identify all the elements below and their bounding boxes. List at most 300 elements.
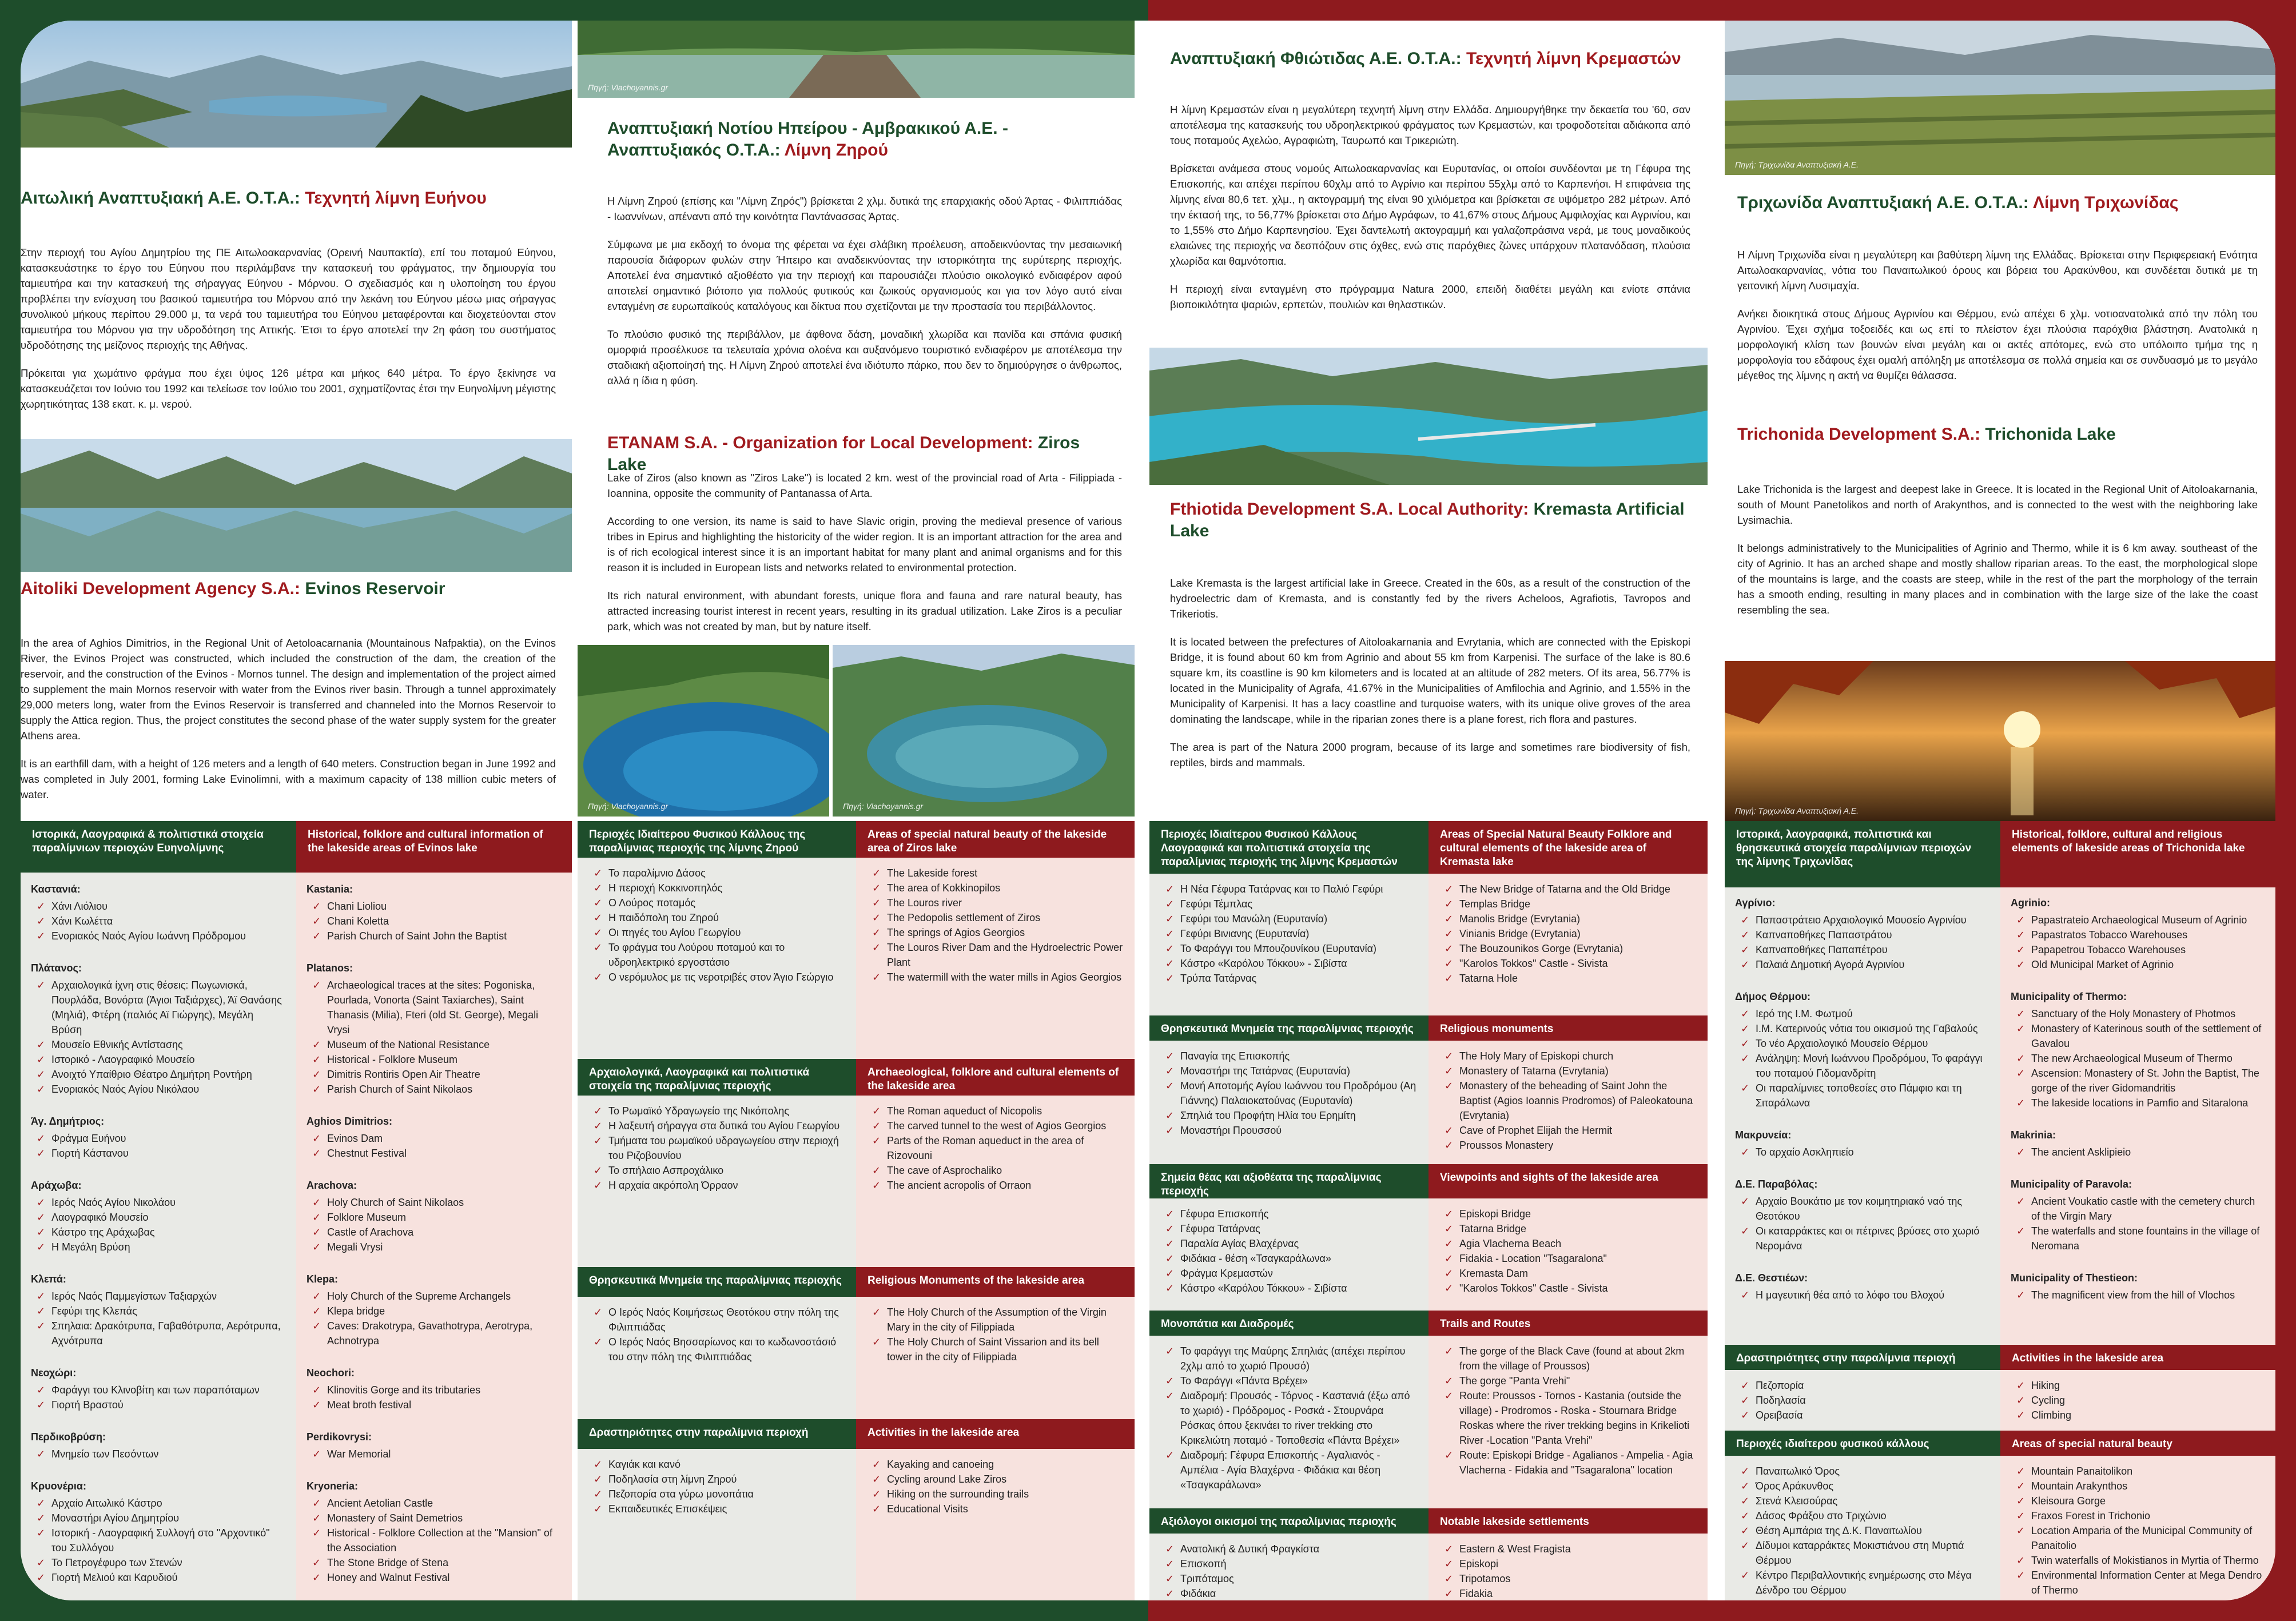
trichonida-gr-paragraph-1: Η Λίμνη Τριχωνίδα είναι η μεγαλύτερη και βαθύτερη λίμνη της Ελλάδας. Βρίσκεται στην Περιφερειακή Ενότητα Αιτωλοακαρνανίας, νότια του Παναιτωλικού όρους και βόρεια του Αρακύνθου, και συνδέεται δυτικά με τη γειτονική λίμνη Λυσιμαχία.	[1737, 249, 2258, 292]
list-group	[1439, 1542, 1697, 1600]
list-item: ✓ Ο νερόμυλος με τις νεροτριβές στον Άγιο Γεώργιο	[588, 970, 846, 985]
section-header: Activities in the lakeside area	[856, 1419, 1135, 1449]
list-item: ✓ The carved tunnel to the west of Agios Georgios	[866, 1118, 1124, 1133]
list-item: ✓ The gorge "Panta Vrehi"	[1439, 1373, 1697, 1388]
list-group	[1735, 1145, 1990, 1160]
list-item: ✓ Chani Koletta	[307, 914, 562, 929]
list-item: ✓ Chani Lioliou	[307, 899, 562, 914]
list-item: ✓ Monastery of Saint Demetrios	[307, 1511, 562, 1526]
list-item: ✓ Οι παραλίμνιες τοποθεσίες στο Πάμφιο και τη Σιταράλωνα	[1735, 1081, 1990, 1110]
list-item: ✓ Ο Ιερός Ναός Κοιμήσεως Θεοτόκου στην πόλη της Φιλιππιάδας	[588, 1305, 846, 1335]
list-group-title: Makrinia:	[2011, 1129, 2056, 1141]
list-group	[307, 1289, 562, 1348]
list-item: ✓ The magnificent view from the hill of Vlochos	[2011, 1288, 2265, 1303]
evinos-en-list	[296, 882, 572, 1600]
list-item: ✓ The waterfalls and stone fountains in the village of Neromana	[2011, 1224, 2265, 1253]
ziros-en-paragraph-2: According to one version, its name is said to have Slavic origin, proving the medieval presence of various tribes in Epirus and highlighting the historicity of the wider region. It is an important attraction for the area and is of rich ecological interest since it is an important habitat for many plant and animal organisms and for this reason it is included in European lists and networks related to environmental protection.	[607, 515, 1122, 573]
section-header: Δραστηριότητες στην παραλίμνια περιοχή	[578, 1419, 856, 1449]
list-item: ✓ Tatarna Hole	[1439, 971, 1697, 986]
section-list	[1149, 882, 1428, 1003]
evinos-photo-mountains	[21, 21, 572, 148]
kremasta-en-title-org: Fthiotida Development S.A. Local Authority:	[1170, 500, 1529, 519]
evinos-gr-paragraph-1: Στην περιοχή του Αγίου Δημητρίου της ΠΕ Αιτωλοακαρνανίας (Ορεινή Ναυπακτία), επί του ποταμού Εύηνου, κατασκευάστηκε το έργο του Εύηνου που περιλάμβανε την κατασκευή του φράγματος, την δημιουργία του ταμιευτήρα και την κατασκευή της σήραγγας Εύηνου - Μόρνου. Ο σχεδιασμός και η υλοποίηση του έργου προβλέπει την ενίσχυση του βασικού ταμιευτήρα του Μόρνου από την λεκάνη του Εύηνου μέσω μιας σήραγγας συνολικού μήκους περίπου 29.000 μ, τα νερά του ταμιευτήρα του Εύηνου μεταφέρονται και διοχετεύονται στον ταμιευτήρα του Μόρνου για την υδροδότηση της Αττικής. Έτσι το έργο αποτελεί την 2η φάση του συστήματος υδροδότησης της μείζονος περιοχής της Αθήνας.	[21, 246, 556, 351]
trichonida-photo-lake	[1725, 21, 2275, 175]
list-item: ✓ "Karolos Tokkos" Castle - Sivista	[1439, 956, 1697, 971]
list-item: ✓ War Memorial	[307, 1447, 562, 1461]
section-list	[1428, 1542, 1708, 1600]
trichonida-gr-table	[1725, 821, 2000, 1600]
list-item: ✓ Τμήματα του ρωμαϊκού υδραγωγείου στην περιοχή του Ριζοβουνίου	[588, 1133, 846, 1163]
list-item: ✓ Γέφυρα Επισκοπής	[1160, 1206, 1418, 1221]
list-item: ✓ Ancient Aetolian Castle	[307, 1496, 562, 1511]
list-item: ✓ Templas Bridge	[1439, 897, 1697, 911]
evinos-en-title-lake: Evinos Reservoir	[305, 579, 445, 598]
kremasta-en-paragraph-3: The area is part of the Natura 2000 program, because of its large and sometimes rare biodiversity of fish, reptiles, birds and mammals.	[1170, 741, 1690, 768]
trichonida-gr-title-org: Τριχωνίδα Αναπτυξιακή Α.Ε. Ο.Τ.Α.:	[1737, 193, 2029, 212]
list-item: ✓ Οι πηγές του Αγίου Γεωργίου	[588, 925, 846, 940]
list-item: ✓ Ενοριακός Ναός Αγίου Νικόλαου	[31, 1082, 286, 1097]
section-header: Περιοχές ιδιαίτερου φυσικού κάλλους	[1725, 1431, 2000, 1456]
list-item: ✓ Tripotamos	[1439, 1571, 1697, 1586]
list-item: ✓ Ιστορική - Λαογραφική Συλλογή στο "Αρχοντικό" του Συλλόγου	[31, 1526, 286, 1555]
section-list	[856, 1104, 1135, 1210]
list-item: ✓ Το Πετρογέφυρο των Στενών	[31, 1555, 286, 1570]
kremasta-gr-paragraph-1: Η λίμνη Κρεμαστών είναι η μεγαλύτερη τεχνητή λίμνη στην Ελλάδα. Δημιουργήθηκε την δεκαετία του '60, σαν αποτέλεσμα της κατασκευής του υδροηλεκτρικού φράγματος των Κρεμαστών, και τροφοδοτείται αδιάκοπα από τους ποταμούς Αχελώο, Αγραφιώτη, Ταυρωπό και Τρικεριώτη.	[1170, 103, 1690, 146]
list-item: ✓ Καγιάκ και κανό	[588, 1457, 846, 1472]
ziros-gr-text	[607, 193, 1122, 401]
list-item: ✓ Klepa bridge	[307, 1304, 562, 1319]
brochure-spread	[21, 21, 2275, 1600]
list-item: ✓ The lakeside locations in Pamfio and Sitaralona	[2011, 1096, 2265, 1110]
ziros-en-text	[607, 470, 1122, 647]
list-item: ✓ Τριπόταμος	[1160, 1571, 1418, 1586]
list-group	[31, 1195, 286, 1254]
kremasta-gr-text	[1170, 102, 1690, 325]
trichonida-column	[1725, 21, 2275, 1600]
list-item: ✓ Μνημείο των Πεσόντων	[31, 1447, 286, 1461]
section-list	[1428, 1344, 1708, 1495]
list-item: ✓ Η αρχαία ακρόπολη Όρραον	[588, 1178, 846, 1193]
list-item: ✓ Ιερός Ναός Παμμεγίστων Ταξιαρχών	[31, 1289, 286, 1304]
list-item: ✓ Route: Episkopi Bridge - Agalianos - Ampelia - Agia Vlacherna - Fidakia and "Tsagaralona" location	[1439, 1448, 1697, 1477]
list-group	[2011, 1464, 2265, 1598]
list-group-title: Πλάτανος:	[31, 962, 82, 974]
trichonida-en-title-org: Trichonida Development S.A.:	[1737, 425, 1981, 444]
list-group	[1735, 1378, 1990, 1423]
list-item: ✓ Παλαιά Δημοτική Αγορά Αγρινίου	[1735, 957, 1990, 972]
list-item: ✓ Ορειβασία	[1735, 1408, 1990, 1423]
list-group	[307, 1131, 562, 1161]
section-header: Περιοχές Ιδιαίτερου Φυσικού Κάλλους Λαογραφικά και πολιτιστικά στοιχεία της παραλίμνιας περιοχής της λίμνης Κρεμαστών	[1149, 821, 1428, 874]
list-item: ✓ Klinovitis Gorge and its tributaries	[307, 1383, 562, 1397]
list-group	[31, 1289, 286, 1348]
list-item: ✓ The Louros river	[866, 895, 1124, 910]
list-item: ✓ Θέση Αμπάρια της Δ.Κ. Παναιτωλίου	[1735, 1523, 1990, 1538]
list-item: ✓ Monastery of Tatarna (Evrytania)	[1439, 1064, 1697, 1078]
trichonida-gr-list	[1725, 895, 2000, 1320]
list-item: ✓ Historical - Folklore Collection at the "Mansion" of the Association	[307, 1526, 562, 1555]
list-group	[1439, 1344, 1697, 1477]
list-item: ✓ Πεζοπορία	[1735, 1378, 1990, 1393]
list-item: ✓ Αρχαίο Αιτωλικό Κάστρο	[31, 1496, 286, 1511]
trichonida-photo-bottom-caption: Πηγή: Τριχωνίδα Αναπτυξιακή Α.Ε.	[1735, 806, 1859, 815]
list-item: ✓ The ancient acropolis of Orraon	[866, 1178, 1124, 1193]
list-item: ✓ "Karolos Tokkos" Castle - Sivista	[1439, 1281, 1697, 1296]
list-item: ✓ Papastratos Tobacco Warehouses	[2011, 927, 2265, 942]
trichonida-en-title-lake: Trichonida Lake	[1985, 425, 2116, 444]
section-list	[1428, 1206, 1708, 1313]
list-item: ✓ Διαδρομή: Γέφυρα Επισκοπής - Αγαλιανός - Αμπέλια - Αγία Βλαχέρνα - Φιδάκια και θέση «Τσαγκαράλωνα»	[1160, 1448, 1418, 1492]
kremasta-photo-bridge	[1149, 348, 1708, 485]
list-item: ✓ The Louros River Dam and the Hydroelectric Power Plant	[866, 940, 1124, 970]
list-group-title: Arachova:	[307, 1180, 357, 1191]
list-group	[588, 1305, 846, 1364]
evinos-gr-paragraph-2: Πρόκειται για χωμάτινο φράγμα που έχει ύψος 126 μέτρα και μήκος 640 μέτρα. Το έργο ξεκίνησε να κατασκευάζεται τον Ιούνιο του 1992 και τελείωσε τον Ιούλιο του 2001, σχηματίζοντας έτσι την Ευηνολίμνη μέγιστης χωρητικότητας 138 εκατ. κ. μ. νερού.	[21, 367, 556, 410]
list-item: ✓ Το παραλίμνιο Δάσος	[588, 866, 846, 881]
list-group	[866, 866, 1124, 985]
list-item: ✓ Μοναστήρι Προυσσού	[1160, 1123, 1418, 1138]
list-item: ✓ Fidakia - Location "Tsagaralona"	[1439, 1251, 1697, 1266]
section-list	[578, 1104, 856, 1210]
list-item: ✓ Καπναποθήκες Παπαστράτου	[1735, 927, 1990, 942]
list-group-title: Municipality of Paravola:	[2011, 1178, 2132, 1190]
list-item: ✓ Κάστρο «Καρόλου Τόκκου» - Σιβίστα	[1160, 956, 1418, 971]
list-item: ✓ Castle of Arachova	[307, 1225, 562, 1240]
list-item: ✓ Φράγμα Ευήνου	[31, 1131, 286, 1146]
evinos-gr-list	[21, 882, 296, 1600]
section-list	[1428, 1049, 1708, 1170]
list-item: ✓ Μονή Αποτομής Αγίου Ιωάννου του Προδρόμου (Αη Γιάννης) Παλαιοκατούνας (Ευρυτανία)	[1160, 1078, 1418, 1108]
ziros-en-title-org: ETANAM S.A. - Organization for Local Development:	[607, 433, 1033, 452]
ziros-gr-paragraph-1: Η Λίμνη Ζηρού (επίσης και "Λίμνη Ζηρός") βρίσκεται 2 χλμ. δυτικά της επαρχιακής οδού Άρτας - Φιλιππιάδας - Ιωαννίνων, απέναντι από την κοινότητα Παντάνασσας Άρτας.	[607, 195, 1122, 222]
list-group	[2011, 913, 2265, 972]
trichonida-en-title	[1737, 424, 2263, 445]
ziros-photo-aerial	[833, 645, 1135, 817]
list-group	[1735, 1006, 1990, 1110]
list-item: ✓ Γεφύρι του Μανώλη (Ευρυτανία)	[1160, 911, 1418, 926]
section-list	[578, 866, 856, 1002]
list-item: ✓ Fraxos Forest in Trichonio	[2011, 1508, 2265, 1523]
list-item: ✓ Episkopi Bridge	[1439, 1206, 1697, 1221]
list-item: ✓ Proussos Monastery	[1439, 1138, 1697, 1153]
list-item: ✓ Φαράγγι του Κλινοβίτη και των παραπόταμων	[31, 1383, 286, 1397]
evinos-photo-reservoir	[21, 439, 572, 572]
trichonida-en-table	[2000, 821, 2275, 1600]
list-item: ✓ Ενοριακός Ναός Αγίου Ιωάννη Πρόδρομου	[31, 929, 286, 943]
list-item: ✓ The Roman aqueduct of Nicopolis	[866, 1104, 1124, 1118]
list-group-title: Platanos:	[307, 962, 353, 974]
evinos-gr-table	[21, 821, 296, 1600]
list-group-title: Klepa:	[307, 1273, 339, 1285]
list-item: ✓ Dimitris Rontiris Open Air Theatre	[307, 1067, 562, 1082]
ziros-gr-title-org: Αναπτυξιακή Νοτίου Ηπείρου - Αμβρακικού Α.Ε. - Αναπτυξιακός Ο.Τ.Α.:	[607, 119, 1008, 160]
section-list	[856, 1457, 1135, 1534]
list-item: ✓ Η περιοχή Κοκκινοπηλός	[588, 881, 846, 895]
list-group-title: Μακρυνεία:	[1735, 1129, 1792, 1141]
list-item: ✓ Location Amparia of the Municipal Community of Panaitolio	[2011, 1523, 2265, 1553]
list-item: ✓ Χάνι Κωλέττα	[31, 914, 286, 929]
list-item: ✓ Ιερός Ναός Αγίου Νικολάου	[31, 1195, 286, 1210]
list-item: ✓ Γεφύρι Τέμπλας	[1160, 897, 1418, 911]
list-item: ✓ Agia Vlacherna Beach	[1439, 1236, 1697, 1251]
ziros-gr-title-lake: Λίμνη Ζηρού	[784, 141, 888, 160]
list-item: ✓ Λαογραφικό Μουσείο	[31, 1210, 286, 1225]
list-item: ✓ Ancient Voukatio castle with the cemetery church of the Virgin Mary	[2011, 1194, 2265, 1224]
list-group-title: Agrinio:	[2011, 897, 2050, 909]
section-header: Areas of special natural beauty of the lakeside area of Ziros lake	[856, 821, 1135, 858]
list-item: ✓ Παραλία Αγίας Βλαχέρνας	[1160, 1236, 1418, 1251]
list-item: ✓ Γιορτή Μελιού και Καρυδιού	[31, 1570, 286, 1585]
list-item: ✓ Αρχαιολογικά ίχνη στις θέσεις: Πωγωνισκά, Πουρλάδα, Βονόρτα (Άγιοι Ταξιάρχες), Άϊ Θανάσης (Μηλιά), Φτέρη (παλιός Αϊ Γιώργης), Μεγάλη Βρύση	[31, 978, 286, 1037]
list-item: ✓ Οι καταρράκτες και οι πέτρινες βρύσες στο χωριό Νερομάνα	[1735, 1224, 1990, 1253]
list-item: ✓ Climbing	[2011, 1408, 2265, 1423]
section-header: Δραστηριότητες στην παραλίμνια περιοχή	[1725, 1345, 2000, 1370]
list-item: ✓ The watermill with the water mills in Agios Georgios	[866, 970, 1124, 985]
list-group	[31, 1496, 286, 1585]
list-item: ✓ Eastern & West Fragista	[1439, 1542, 1697, 1556]
list-group	[866, 1104, 1124, 1193]
list-group	[2011, 1006, 2265, 1110]
evinos-en-table-header: Historical, folklore and cultural information of the lakeside areas of Evinos lake	[296, 821, 572, 873]
list-item: ✓ Ποδηλασία	[1735, 1393, 1990, 1408]
evinos-gr-title-lake: Τεχνητή λίμνη Ευήνου	[305, 189, 487, 208]
list-group-title: Περδικοβρύση:	[31, 1431, 106, 1443]
list-group	[31, 978, 286, 1097]
list-item: ✓ Γιορτή Βραστού	[31, 1397, 286, 1412]
list-item: ✓ Φιδάκια	[1160, 1586, 1418, 1600]
list-item: ✓ Evinos Dam	[307, 1131, 562, 1146]
ziros-photo-blue-lake	[578, 645, 829, 817]
list-group	[307, 1447, 562, 1461]
list-group	[307, 978, 562, 1097]
section-header: Archaeological, folklore and cultural elements of the lakeside area	[856, 1059, 1135, 1096]
list-item: ✓ The Stone Bridge of Stena	[307, 1555, 562, 1570]
trichonida-gr-title	[1737, 192, 2263, 214]
list-group-title: Kryoneria:	[307, 1480, 359, 1492]
list-item: ✓ Hiking on the surrounding trails	[866, 1487, 1124, 1501]
list-group	[31, 899, 286, 943]
list-item: ✓ Μοναστήρι Αγίου Δημητρίου	[31, 1511, 286, 1526]
list-group	[1160, 882, 1418, 986]
list-group-title: Perdikovrysi:	[307, 1431, 372, 1443]
list-group-title: Κλεπά:	[31, 1273, 66, 1285]
kremasta-gr-paragraph-2: Βρίσκεται ανάμεσα στους νομούς Αιτωλοακαρνανίας και Ευρυτανίας, οι οποίοι συνδέονται με τη Γέφυρα της Επισκοπής, και απέχει περίπου 60χλμ από το Αγρίνιο και περίπου 55χλμ από το Καρπενήσι. Η επιφάνεια της λίμνης είναι 80,6 τετ. χλμ., η ακτογραμμή της είναι 90 χιλιόμετρα και βρίσκεται σε υψόμετρο 282 μέτρων. Από την έκτασή της, το 56,77% βρίσκεται στο Δήμο Αγράφων, το 41,67% στους Δήμους Αμφιλοχίας και Αγρινίου, και το 1,55% στο Δήμο Καρπενησίου. Έχει δαντελωτή ακτογραμμή και γαλαζοπράσινα νερά, με τους μοναδικούς ελαιώνες της περιοχής να δεσπόζουν στις όχθες, ενώ στις παρόχθιες ζώνες υπάρχουν πλατανόδαση, πλούσια χλωρίδα και θαμνότοπια.	[1170, 162, 1690, 267]
trichonida-gr-table-header: Ιστορικά, λαογραφικά, πολιτιστικά και θρησκευτικά στοιχεία παραλίμνιων περιοχών της λίμνης Τριχωνίδας	[1725, 821, 2000, 887]
list-group	[1439, 882, 1697, 986]
list-item: ✓ Σπηλαια: Δρακότρυπα, Γαβαθότρυπα, Αερότρυπα, Αχνότρυπα	[31, 1319, 286, 1348]
list-item: ✓ Διαδρομή: Προυσός - Τόρνος - Καστανιά (έξω από το χωριό) - Πρόδρομος - Ροσκά - Στουρνάρα Ρόσκας όπου ξεκινάει το river trekking στο Κρικελιώτη ποταμό - Τοποθεσία «Πάντα Βρέχει»	[1160, 1388, 1418, 1448]
list-item: ✓ Ι.Μ. Κατερινούς νότια του οικισμού της Γαβαλούς	[1735, 1021, 1990, 1036]
trichonida-photo-sunset	[1725, 661, 2275, 821]
ziros-gr-table	[578, 821, 856, 1600]
list-item: ✓ Το φαράγγι της Μαύρης Σπηλιάς (απέχει περίπου 2χλμ από το χωριό Προυσό)	[1160, 1344, 1418, 1373]
list-item: ✓ Cycling around Lake Ziros	[866, 1472, 1124, 1487]
list-group	[31, 1131, 286, 1161]
list-item: ✓ Papapetrou Tobacco Warehouses	[2011, 942, 2265, 957]
list-item: ✓ Ποδηλασία στη λίμνη Ζηρού	[588, 1472, 846, 1487]
list-item: ✓ Η παιδόπολη του Ζηρού	[588, 910, 846, 925]
list-item: ✓ Honey and Walnut Festival	[307, 1570, 562, 1585]
list-item: ✓ Η Μεγάλη Βρύση	[31, 1240, 286, 1254]
list-item: ✓ Ο Ιερός Ναός Βησσαρίωνος και το κωδωνοστάσιό του στην πόλη της Φιλιππιάδας	[588, 1335, 846, 1364]
trichonida-en-list	[2000, 895, 2275, 1320]
list-item: ✓ Το αρχαίο Ασκληπιείο	[1735, 1145, 1990, 1160]
list-item: ✓ Parts of the Roman aqueduct in the area of Rizovouni	[866, 1133, 1124, 1163]
list-group-title: Municipality of Thermo:	[2011, 991, 2127, 1002]
section-header: Religious monuments	[1428, 1015, 1708, 1041]
section-header: Θρησκευτικά Μνημεία της παραλίμνιας περιοχής	[578, 1267, 856, 1297]
trichonida-photo-top-caption: Πηγή: Τριχωνίδα Αναπτυξιακή Α.Ε.	[1735, 160, 1859, 169]
trichonida-en-paragraph-2: It belongs administratively to the Municipalities of Agrinio and Thermo, while it is 6 km away. southeast of the city of Agrinio. It has an arched shape and mostly shallow riparian areas. To the east, the morphological slope of the mountains is large, and the coasts are steep, while in the rest of the part the morphology of the terrain has a smooth ending, resulting in many places and in combination with the large size of the lake the coast resembling the sea.	[1737, 542, 2258, 616]
evinos-en-title	[21, 578, 558, 600]
list-item: ✓ Η Νέα Γέφυρα Τατάρνας και το Παλιό Γεφύρι	[1160, 882, 1418, 897]
ziros-photo-pier	[578, 21, 1135, 98]
list-group	[1735, 1288, 1990, 1303]
list-item: ✓ Ιστορικό - Λαογραφικό Μουσείο	[31, 1052, 286, 1067]
list-item: ✓ Χάνι Λιόλιου	[31, 899, 286, 914]
list-item: ✓ Ιερό της Ι.Μ. Φωτμού	[1735, 1006, 1990, 1021]
list-item: ✓ Ανατολική & Δυτική Φραγκίστα	[1160, 1542, 1418, 1556]
list-item: ✓ The Holy Church of the Assumption of the Virgin Mary in the city of Filippiada	[866, 1305, 1124, 1335]
list-item: ✓ Kleisoura Gorge	[2011, 1493, 2265, 1508]
section-header: Areas of special natural beauty	[2000, 1431, 2275, 1456]
list-item: ✓ Σπηλιά του Προφήτη Ηλία του Ερημίτη	[1160, 1108, 1418, 1123]
list-item: ✓ Παναιτωλικό Όρος	[1735, 1464, 1990, 1479]
evinos-info-table	[21, 821, 572, 1600]
list-item: ✓ Το Φαράγγι «Πάντα Βρέχει»	[1160, 1373, 1418, 1388]
list-item: ✓ Old Municipal Market of Agrinio	[2011, 957, 2265, 972]
list-item: ✓ Meat broth festival	[307, 1397, 562, 1412]
list-group	[31, 1447, 286, 1461]
list-item: ✓ Chestnut Festival	[307, 1146, 562, 1161]
kremasta-en-title-lake: Kremasta Artificial Lake	[1170, 500, 1685, 540]
section-list	[856, 866, 1135, 1002]
kremasta-gr-table	[1149, 821, 1428, 1600]
kremasta-column	[1149, 21, 1708, 1600]
evinos-gr-title	[21, 188, 558, 209]
list-item: ✓ Γέφυρα Τατάρνας	[1160, 1221, 1418, 1236]
list-group	[2011, 1288, 2265, 1303]
list-item: ✓ Επισκοπή	[1160, 1556, 1418, 1571]
list-item: ✓ Vinianis Bridge (Evrytania)	[1439, 926, 1697, 941]
list-item: ✓ Fidakia	[1439, 1586, 1697, 1600]
section-header: Αρχαιολογικά, Λαογραφικά και πολιτιστικά στοιχεία της παραλίμνιας περιοχής	[578, 1059, 856, 1096]
list-item: ✓ Όρος Αράκυνθος	[1735, 1479, 1990, 1493]
list-item: ✓ Στενά Κλεισούρας	[1735, 1493, 1990, 1508]
list-group-title: Αγρίνιο:	[1735, 897, 1776, 909]
section-list	[1149, 1049, 1428, 1155]
list-item: ✓ Parish Church of Saint Nikolaos	[307, 1082, 562, 1097]
section-list	[856, 1305, 1135, 1381]
list-item: ✓ The area of Kokkinopilos	[866, 881, 1124, 895]
list-group	[1160, 1542, 1418, 1600]
section-list	[2000, 1464, 2275, 1600]
trichonida-en-paragraph-1: Lake Trichonida is the largest and deepest lake in Greece. It is located in the Regional Unit of Aitoloakarnania, south of Mount Panetolikos and north of Arakynthos, and is connected to the west with the neighboring lake Lysimachia.	[1737, 483, 2258, 526]
list-item: ✓ Ανοιχτό Υπαίθριο Θέατρο Δημήτρη Ροντήρη	[31, 1067, 286, 1082]
list-item: ✓ Το Φαράγγι του Μπουζουνίκου (Ευρυτανία)	[1160, 941, 1418, 956]
list-item: ✓ Mountain Arakynthos	[2011, 1479, 2265, 1493]
list-item: ✓ Το νέο Αρχαιολογικό Μουσείο Θέρμου	[1735, 1036, 1990, 1051]
section-list	[1725, 1464, 2000, 1600]
ziros-gr-title	[607, 118, 1122, 161]
kremasta-gr-paragraph-3: Η περιοχή είναι ενταγμένη στο πρόγραμμα Natura 2000, επειδή διαθέτει μεγάλη και ενίοτε σπάνια βιοποικιλότητα ψαριών, ερπετών, πουλιών και θηλαστικών.	[1170, 283, 1690, 310]
ziros-photo-right-caption: Πηγή: Vlachoyannis.gr	[843, 802, 924, 811]
list-item: ✓ Kayaking and canoeing	[866, 1457, 1124, 1472]
list-item: ✓ Museum of the National Resistance	[307, 1037, 562, 1052]
kremasta-en-title	[1170, 499, 1696, 542]
list-item: ✓ Ο Λούρος ποταμός	[588, 895, 846, 910]
kremasta-gr-title-org: Αναπτυξιακή Φθιώτιδας Α.Ε. Ο.Τ.Α.:	[1170, 49, 1462, 68]
ziros-en-paragraph-3: Its rich natural environment, with abundant forests, unique flora and fauna and rare natural beauty, has attracted increasing tourist interest in recent years, resulting in its gradual utilization. Lake Ziros is a peculiar park, which was not created by man, but by nature itself.	[607, 590, 1122, 632]
list-item: ✓ The Lakeside forest	[866, 866, 1124, 881]
list-item: ✓ Τρύπα Τατάρνας	[1160, 971, 1418, 986]
list-item: ✓ Megali Vrysi	[307, 1240, 562, 1254]
ziros-en-title	[607, 432, 1122, 476]
evinos-column	[21, 21, 572, 1600]
list-group-title: Κρυονέρια:	[31, 1480, 86, 1492]
list-group	[1160, 1206, 1418, 1296]
list-group-title: Neochori:	[307, 1367, 355, 1379]
ziros-en-paragraph-1: Lake of Ziros (also known as "Ziros Lake") is located 2 km. west of the provincial road of Arta - Filippiada - Ioannina, opposite the community of Pantanassa of Arta.	[607, 472, 1122, 499]
ziros-photo-top-caption: Πηγή: Vlachoyannis.gr	[588, 83, 668, 92]
list-group	[866, 1305, 1124, 1364]
list-item: ✓ The cave of Asprochaliko	[866, 1163, 1124, 1178]
list-item: ✓ Φιδάκια - θέση «Τσαγκαράλωνα»	[1160, 1251, 1418, 1266]
kremasta-gr-title-lake: Τεχνητή λίμνη Κρεμαστών	[1466, 49, 1681, 68]
list-group	[1160, 1049, 1418, 1138]
list-group-title: Aghios Dimitrios:	[307, 1116, 393, 1127]
list-group	[1735, 1464, 1990, 1598]
list-group-title: Kastania:	[307, 883, 353, 895]
list-group	[2011, 1378, 2265, 1423]
list-group-title: Αράχωβα:	[31, 1180, 82, 1191]
list-item: ✓ Δίδυμοι καταρράκτες Μοκιστιάνου στη Μυρτιά Θέρμου	[1735, 1538, 1990, 1568]
list-item: ✓ Folklore Museum	[307, 1210, 562, 1225]
section-list	[1428, 882, 1708, 1003]
list-item: ✓ Archaeological traces at the sites: Pogoniska, Pourlada, Vonorta (Saint Taxiarches), Saint Thanasis (Milia), Fteri (old St. George), Megali Vrysi	[307, 978, 562, 1037]
section-list	[1149, 1344, 1428, 1510]
section-header: Μονοπάτια και Διαδρομές	[1149, 1311, 1428, 1336]
list-group	[31, 1383, 286, 1412]
kremasta-info-table	[1149, 821, 1708, 1600]
list-item: ✓ Καπναποθήκες Παπαπέτρου	[1735, 942, 1990, 957]
list-item: ✓ Sanctuary of the Holy Monastery of Photmos	[2011, 1006, 2265, 1021]
kremasta-en-paragraph-2: It is located between the prefectures of Aitoloakarnania and Evrytania, which are connected with the Episkopi Bridge, it is found about 60 km from Agrinio and about 55 km from Karpenisi. The surface of the lake is 80.6 square km, its coastline is 90 km kilometers and is located at an altitude of 282 meters. Of its area, 56.77% is located in the Municipality of Agrafa, 41.67% in the Municipalities of Amfilochia and Agrinio, and 1.55% in the Municipality of Karpenisi. It has a lacy coastline and turquoise waters, with its unique olive groves of the area dominating the landscape, while in the riparian zones there is a plane forest, rich flora and pastures.	[1170, 636, 1690, 725]
section-list	[578, 1305, 856, 1381]
list-item: ✓ Γεφύρι Βινιανης (Ευρυτανία)	[1160, 926, 1418, 941]
trichonida-gr-title-lake: Λίμνη Τριχωνίδας	[2032, 193, 2179, 212]
ziros-photo-left-caption: Πηγή: Vlachoyannis.gr	[588, 802, 668, 811]
evinos-en-paragraph-2: It is an earthfill dam, with a height of 126 meters and a length of 640 meters. Construction began in June 1992 and was completed in July 2001, forming Lake Evinolimni, with a maximum capacity of 138 million cubic meters of water.	[21, 758, 556, 800]
evinos-en-table	[296, 821, 572, 1600]
list-group	[588, 1104, 846, 1193]
trichonida-info-table	[1725, 821, 2275, 1600]
list-item: ✓ Manolis Bridge (Evrytania)	[1439, 911, 1697, 926]
list-group	[1439, 1206, 1697, 1296]
section-header: Περιοχές Ιδιαίτερου Φυσικού Κάλλους της παραλίμνιας περιοχής της λίμνης Ζηρού	[578, 821, 856, 858]
list-group-title: Δ.Ε. Θεστιέων:	[1735, 1272, 1808, 1284]
list-item: ✓ Πεζοπορία στα γύρω μονοπάτια	[588, 1487, 846, 1501]
list-group	[1735, 1194, 1990, 1253]
evinos-gr-table-header: Ιστορικά, Λαογραφικά & πολιτιστικά στοιχεία παραλίμνιων περιοχών Ευηνολίμνης	[21, 821, 296, 873]
list-item: ✓ Hiking	[2011, 1378, 2265, 1393]
list-item: ✓ Parish Church of Saint John the Baptist	[307, 929, 562, 943]
list-item: ✓ Episkopi	[1439, 1556, 1697, 1571]
list-item: ✓ Monastery of Katerinous south of the settlement of Gavalou	[2011, 1021, 2265, 1051]
list-group-title: Municipality of Thestieon:	[2011, 1272, 2138, 1284]
kremasta-gr-title	[1170, 48, 1696, 70]
list-item: ✓ The Holy Mary of Episkopi church	[1439, 1049, 1697, 1064]
